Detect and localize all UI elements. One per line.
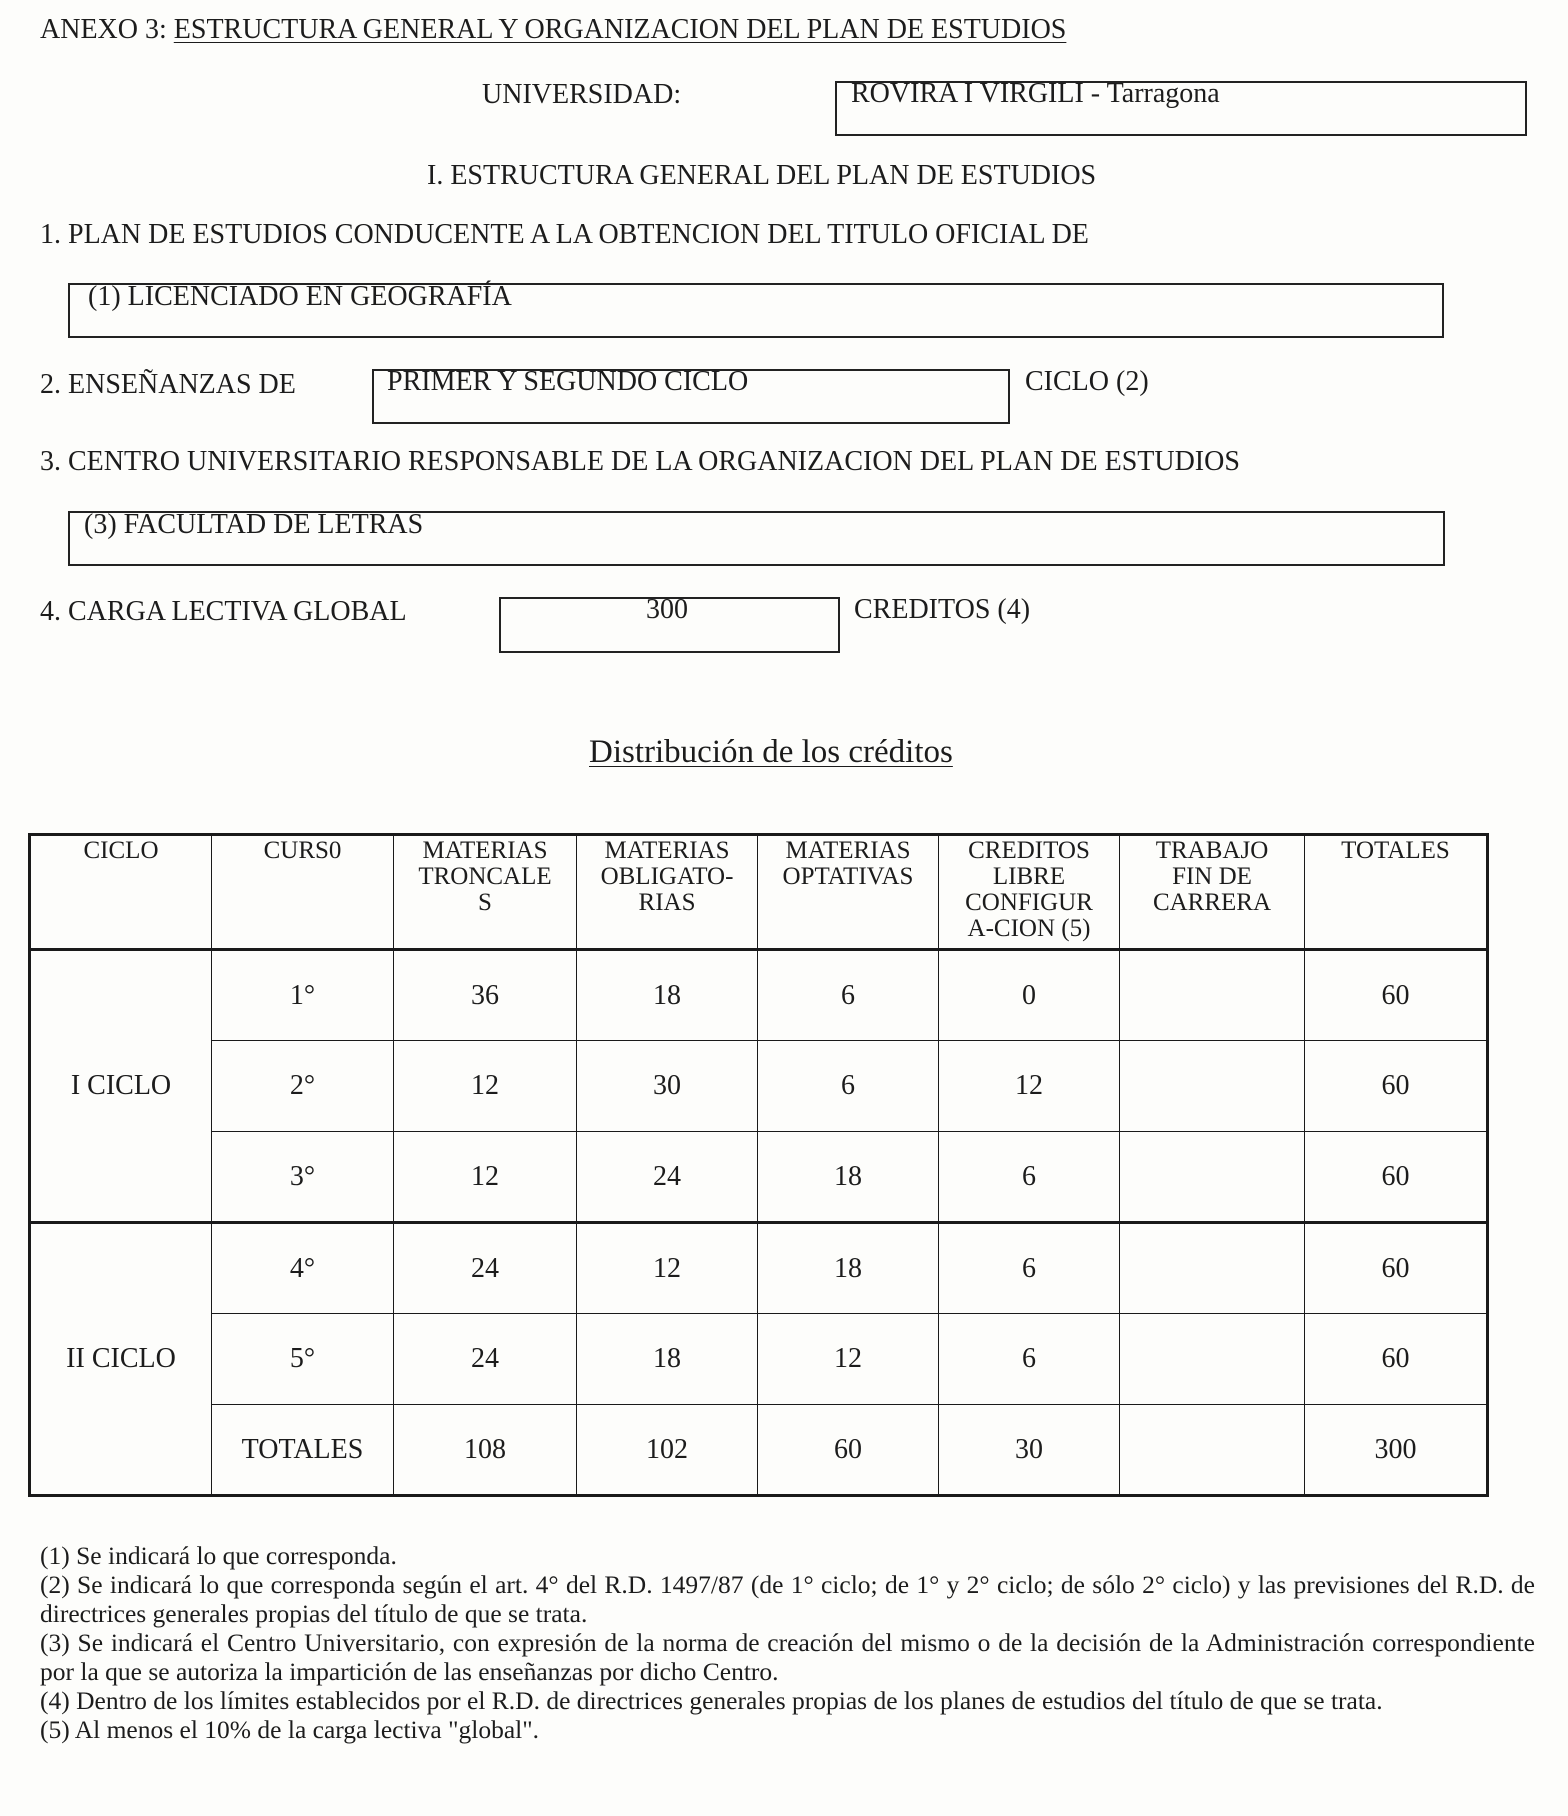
annex-header bbox=[40, 14, 1066, 46]
header-obligatorias: MATERIAS OBLIGATO- RIAS bbox=[577, 835, 758, 950]
troncales-cell: 12 bbox=[394, 1041, 577, 1132]
footnotes bbox=[40, 1541, 1535, 1744]
obligatorias-cell: 102 bbox=[577, 1405, 758, 1496]
trabajo-cell bbox=[1120, 1314, 1305, 1405]
header-optativas: MATERIAS OPTATIVAS bbox=[758, 835, 939, 950]
ensenanzas-value: PRIMER Y SEGUNDO CICLO bbox=[387, 366, 749, 397]
totales-cell: 60 bbox=[1305, 1314, 1488, 1405]
optativas-cell: 18 bbox=[758, 1132, 939, 1223]
troncales-cell: 24 bbox=[394, 1223, 577, 1314]
table-row bbox=[30, 1314, 1488, 1405]
optativas-cell: 12 bbox=[758, 1314, 939, 1405]
carga-suffix: CREDITOS (4) bbox=[854, 594, 1031, 625]
trabajo-cell bbox=[1120, 1041, 1305, 1132]
university-value: ROVIRA I VIRGILI - Tarragona bbox=[851, 78, 1220, 109]
footnote-2: (2) Se indicará lo que corresponda según el art. 4° del R.D. 1497/87 (de 1° ciclo; de 1° y 2° ciclo; de sólo 2° ciclo) y las previsiones del R.D. de directrices generales propias del título de que se trata. bbox=[40, 1570, 1535, 1628]
troncales-cell: 36 bbox=[394, 950, 577, 1041]
obligatorias-cell: 30 bbox=[577, 1041, 758, 1132]
plan-label: 1. PLAN DE ESTUDIOS CONDUCENTE A LA OBTENCION DEL TITULO OFICIAL DE bbox=[40, 219, 1089, 250]
distribution-title: Distribución de los créditos bbox=[589, 734, 953, 770]
university-label: UNIVERSIDAD: bbox=[482, 79, 682, 110]
libre-cell: 0 bbox=[939, 950, 1120, 1041]
obligatorias-cell: 12 bbox=[577, 1223, 758, 1314]
libre-cell: 6 bbox=[939, 1314, 1120, 1405]
table-row bbox=[30, 1132, 1488, 1223]
annex-label: ANEXO 3: bbox=[40, 14, 167, 45]
centro-value: (3) FACULTAD DE LETRAS bbox=[84, 509, 424, 540]
trabajo-cell bbox=[1120, 950, 1305, 1041]
header-curso: CURS0 bbox=[212, 835, 394, 950]
ensenanzas-label: 2. ENSEÑANZAS DE bbox=[40, 369, 296, 400]
footnote-5: (5) Al menos el 10% de la carga lectiva "global". bbox=[40, 1715, 540, 1744]
troncales-cell: 12 bbox=[394, 1132, 577, 1223]
plan-value: (1) LICENCIADO EN GEOGRAFÍA bbox=[88, 281, 512, 312]
curso-cell: TOTALES bbox=[212, 1405, 394, 1496]
table-row bbox=[30, 1223, 1488, 1314]
centro-label: 3. CENTRO UNIVERSITARIO RESPONSABLE DE LA ORGANIZACION DEL PLAN DE ESTUDIOS bbox=[40, 446, 1240, 477]
curso-cell: 1° bbox=[212, 950, 394, 1041]
carga-value: 300 bbox=[646, 594, 688, 625]
optativas-cell: 60 bbox=[758, 1405, 939, 1496]
obligatorias-cell: 18 bbox=[577, 1314, 758, 1405]
curso-cell: 2° bbox=[212, 1041, 394, 1132]
footnote-3: (3) Se indicará el Centro Universitario, con expresión de la norma de creación del mismo o de la decisión de la Administración correspondiente por la que se autoriza la impartición de las enseñanzas por dicho Centro. bbox=[40, 1628, 1535, 1686]
cycle-cell: I CICLO bbox=[30, 950, 212, 1223]
optativas-cell: 18 bbox=[758, 1223, 939, 1314]
table-row-totals bbox=[30, 1405, 1488, 1496]
cycle-cell: II CICLO bbox=[30, 1223, 212, 1496]
trabajo-cell bbox=[1120, 1223, 1305, 1314]
trabajo-cell bbox=[1120, 1405, 1305, 1496]
distribution-table bbox=[28, 833, 1489, 1497]
libre-cell: 30 bbox=[939, 1405, 1120, 1496]
totales-cell: 60 bbox=[1305, 1132, 1488, 1223]
carga-label: 4. CARGA LECTIVA GLOBAL bbox=[40, 596, 407, 627]
obligatorias-cell: 18 bbox=[577, 950, 758, 1041]
obligatorias-cell: 24 bbox=[577, 1132, 758, 1223]
libre-cell: 6 bbox=[939, 1223, 1120, 1314]
totales-cell: 60 bbox=[1305, 1223, 1488, 1314]
libre-cell: 6 bbox=[939, 1132, 1120, 1223]
table-row bbox=[30, 1041, 1488, 1132]
troncales-cell: 24 bbox=[394, 1314, 577, 1405]
header-ciclo: CICLO bbox=[30, 835, 212, 950]
annex-title: ESTRUCTURA GENERAL Y ORGANIZACION DEL PLAN DE ESTUDIOS bbox=[173, 14, 1067, 45]
header-troncales: MATERIAS TRONCALE S bbox=[394, 835, 577, 950]
ensenanzas-suffix: CICLO (2) bbox=[1025, 366, 1149, 397]
footnote-1: (1) Se indicará lo que corresponda. bbox=[40, 1541, 397, 1570]
table-header-row bbox=[30, 835, 1488, 950]
header-libre: CREDITOS LIBRE CONFIGUR A-CION (5) bbox=[939, 835, 1120, 950]
footnote-4: (4) Dentro de los límites establecidos por el R.D. de directrices generales propias de los planes de estudios del título de que se trata. bbox=[40, 1686, 1383, 1715]
section-title: I. ESTRUCTURA GENERAL DEL PLAN DE ESTUDIOS bbox=[427, 160, 1097, 191]
optativas-cell: 6 bbox=[758, 950, 939, 1041]
curso-cell: 3° bbox=[212, 1132, 394, 1223]
totales-cell: 60 bbox=[1305, 950, 1488, 1041]
totales-cell: 60 bbox=[1305, 1041, 1488, 1132]
totales-cell: 300 bbox=[1305, 1405, 1488, 1496]
libre-cell: 12 bbox=[939, 1041, 1120, 1132]
curso-cell: 5° bbox=[212, 1314, 394, 1405]
curso-cell: 4° bbox=[212, 1223, 394, 1314]
trabajo-cell bbox=[1120, 1132, 1305, 1223]
header-totales: TOTALES bbox=[1305, 835, 1488, 950]
troncales-cell: 108 bbox=[394, 1405, 577, 1496]
header-trabajo: TRABAJO FIN DE CARRERA bbox=[1120, 835, 1305, 950]
table-row bbox=[30, 950, 1488, 1041]
optativas-cell: 6 bbox=[758, 1041, 939, 1132]
